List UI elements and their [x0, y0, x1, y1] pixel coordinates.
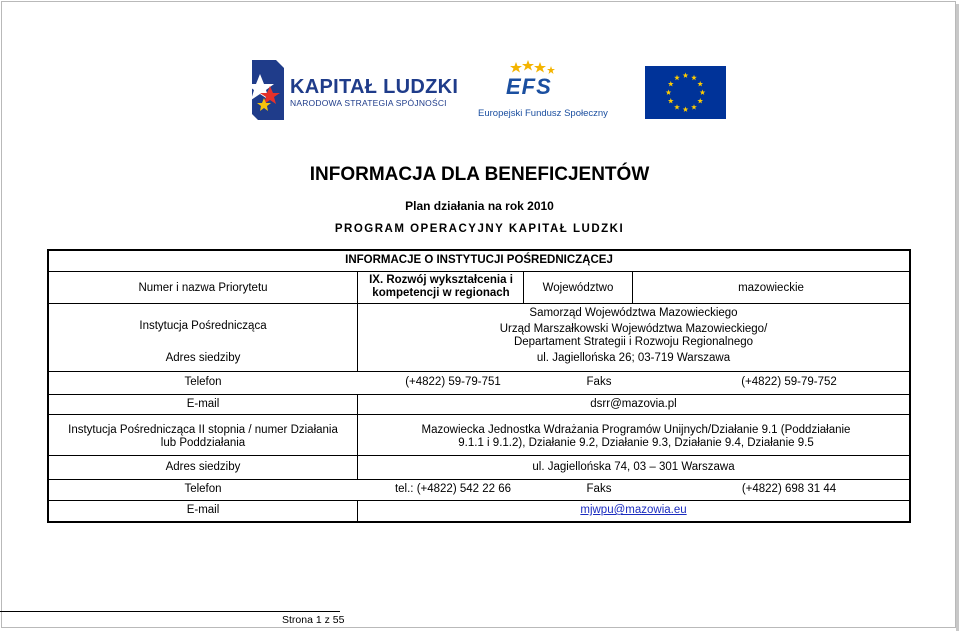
email-value: dsrr@mazovia.pl — [590, 398, 677, 410]
row-divider — [49, 394, 909, 395]
address2-value: ul. Jagiellońska 74, 03 – 301 Warszawa — [532, 461, 735, 473]
address-value: ul. Jagiellońska 26; 03-719 Warszawa — [536, 352, 731, 364]
row-divider — [49, 414, 909, 415]
phone2-value: tel.: (+4822) 542 22 66 — [394, 483, 512, 495]
efs-logo — [472, 60, 608, 124]
page-number: Strona 1 z 55 — [282, 614, 345, 626]
row-divider — [49, 455, 909, 456]
voivodeship-value: mazowieckie — [738, 282, 804, 294]
ip-value-line1: Samorząd Województwa Mazowieckiego — [529, 307, 738, 319]
fax-value: (+4822) 59-79-752 — [741, 376, 837, 388]
row-divider — [49, 500, 909, 501]
phone-label: Telefon — [184, 376, 222, 388]
ip2-value: Mazowiecka Jednostka Wdrażania Programów Unijnych/Działanie 9.1 (Poddziałanie 9.1.1 i 9.1.2), Działanie 9.2, Działanie 9.3, Działanie 9.4, Działanie 9.5 — [421, 424, 851, 449]
email2-link[interactable]: mjwpu@mazowia.eu — [580, 504, 687, 516]
kapital-ludzki-title: KAPITAŁ LUDZKI — [290, 76, 459, 98]
email2-label: E-mail — [186, 504, 220, 516]
eu-flag-icon — [645, 66, 726, 119]
ip-label: Instytucja Pośrednicząca — [139, 320, 267, 332]
main-title: INFORMACJA DLA BENEFICJENTÓW — [309, 164, 650, 185]
footer-divider — [0, 611, 340, 612]
phone2-label: Telefon — [184, 483, 222, 495]
ip-value-line2: Urząd Marszałkowski Województwa Mazowieckiego/ — [499, 323, 768, 335]
fax-label: Faks — [586, 376, 612, 388]
fax2-value: (+4822) 698 31 44 — [741, 483, 837, 495]
plan-title: Plan działania na rok 2010 — [405, 199, 554, 213]
email-label: E-mail — [186, 398, 220, 410]
section-header: INFORMACJE O INSTYTUCJI POŚREDNICZĄCEJ — [345, 254, 613, 266]
kapital-ludzki-logo — [248, 56, 459, 124]
row-divider — [49, 303, 909, 304]
program-title: PROGRAM OPERACYJNY KAPITAŁ LUDZKI — [334, 223, 625, 235]
priority-value: IX. Rozwój wykształcenia i kompetencji w regionach — [369, 274, 513, 299]
institution-info-table — [47, 249, 911, 523]
priority-label: Numer i nazwa Priorytetu — [138, 282, 268, 294]
efs-subtitle: Europejski Fundusz Społeczny — [478, 108, 608, 119]
row-divider — [49, 479, 909, 480]
address-label: Adres siedziby — [165, 352, 241, 364]
ip-value-line3: Departament Strategii i Rozwoju Regionalnego — [513, 336, 754, 348]
row-divider — [49, 271, 909, 272]
kapital-ludzki-subtitle: NARODOWA STRATEGIA SPÓJNOŚCI — [290, 98, 447, 108]
address2-label: Adres siedziby — [165, 461, 241, 473]
phone-value: (+4822) 59-79-751 — [405, 376, 501, 388]
row-divider — [49, 371, 909, 372]
voivodeship-label: Województwo — [542, 282, 614, 294]
efs-title: EFS — [506, 74, 552, 99]
kapital-ludzki-emblem-icon — [248, 56, 290, 124]
fax2-label: Faks — [586, 483, 612, 495]
ip2-label: Instytucja Pośrednicząca II stopnia / numer Działania lub Poddziałania — [68, 424, 338, 449]
